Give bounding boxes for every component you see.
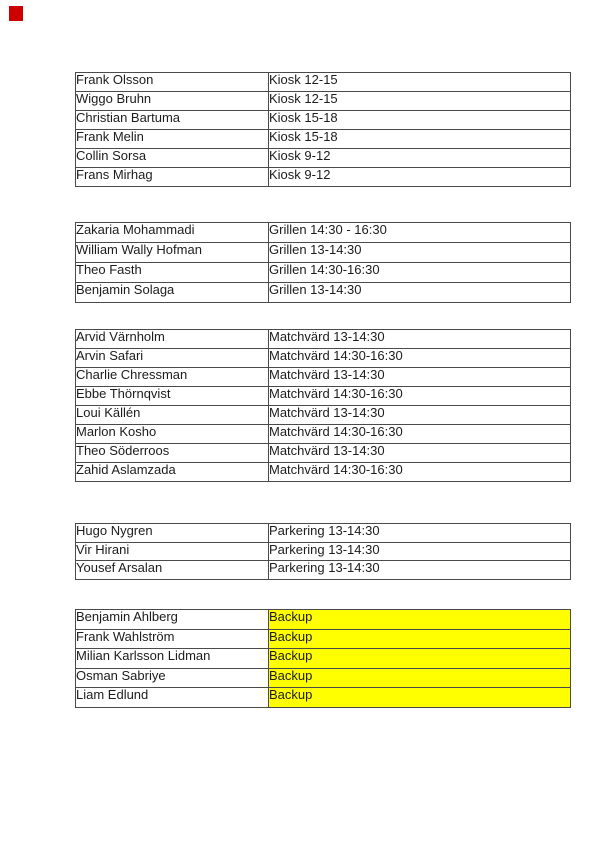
assignment: Matchvärd 13-14:30 (269, 406, 571, 425)
person-name: Yousef Arsalan (76, 561, 269, 580)
assignment: Backup (269, 688, 571, 708)
person-name: Loui Källén (76, 406, 269, 425)
table-row (76, 149, 571, 168)
assignment: Backup (269, 629, 571, 649)
assignment: Backup (269, 649, 571, 669)
table-row (76, 649, 571, 669)
roster-table-matchvard (75, 329, 571, 482)
table-row (76, 524, 571, 543)
assignment: Kiosk 12-15 (269, 73, 571, 92)
assignment: Matchvärd 14:30-16:30 (269, 463, 571, 482)
person-name: Charlie Chressman (76, 368, 269, 387)
table-row (76, 425, 571, 444)
assignment: Matchvärd 13-14:30 (269, 368, 571, 387)
person-name: Arvin Safari (76, 349, 269, 368)
assignment: Parkering 13-14:30 (269, 524, 571, 543)
table-row (76, 668, 571, 688)
person-name: Frank Melin (76, 130, 269, 149)
person-name: Benjamin Ahlberg (76, 610, 269, 630)
table-row (76, 73, 571, 92)
table-row (76, 130, 571, 149)
person-name: Zakaria Mohammadi (76, 223, 269, 243)
assignment: Grillen 14:30-16:30 (269, 263, 571, 283)
roster-table-grillen (75, 222, 571, 303)
table-row (76, 688, 571, 708)
table-row (76, 542, 571, 561)
assignment: Matchvärd 13-14:30 (269, 444, 571, 463)
assignment: Kiosk 15-18 (269, 130, 571, 149)
table-row (76, 406, 571, 425)
person-name: Theo Fasth (76, 263, 269, 283)
table-row (76, 263, 571, 283)
table-row (76, 387, 571, 406)
assignment: Matchvärd 14:30-16:30 (269, 387, 571, 406)
assignment: Grillen 14:30 - 16:30 (269, 223, 571, 243)
person-name: Frans Mirhag (76, 168, 269, 187)
person-name: William Wally Hofman (76, 243, 269, 263)
person-name: Frank Wahlström (76, 629, 269, 649)
assignment: Parkering 13-14:30 (269, 561, 571, 580)
person-name: Wiggo Bruhn (76, 92, 269, 111)
table-row (76, 92, 571, 111)
person-name: Zahid Aslamzada (76, 463, 269, 482)
assignment: Backup (269, 610, 571, 630)
person-name: Collin Sorsa (76, 149, 269, 168)
table-row (76, 283, 571, 303)
assignment: Parkering 13-14:30 (269, 542, 571, 561)
table-row (76, 168, 571, 187)
table-row (76, 349, 571, 368)
person-name: Milian Karlsson Lidman (76, 649, 269, 669)
assignment: Matchvärd 13-14:30 (269, 330, 571, 349)
person-name: Frank Olsson (76, 73, 269, 92)
table-row (76, 223, 571, 243)
roster-table-backup (75, 609, 571, 708)
assignment: Kiosk 9-12 (269, 149, 571, 168)
table-row (76, 243, 571, 263)
person-name: Liam Edlund (76, 688, 269, 708)
roster-table-kiosk (75, 72, 571, 187)
red-marker (9, 6, 23, 21)
person-name: Hugo Nygren (76, 524, 269, 543)
table-row (76, 610, 571, 630)
table-row (76, 111, 571, 130)
person-name: Theo Söderroos (76, 444, 269, 463)
assignment: Backup (269, 668, 571, 688)
person-name: Benjamin Solaga (76, 283, 269, 303)
person-name: Marlon Kosho (76, 425, 269, 444)
person-name: Osman Sabriye (76, 668, 269, 688)
table-row (76, 330, 571, 349)
table-row (76, 629, 571, 649)
person-name: Christian Bartuma (76, 111, 269, 130)
table-row (76, 463, 571, 482)
table-row (76, 561, 571, 580)
person-name: Ebbe Thörnqvist (76, 387, 269, 406)
assignment: Grillen 13-14:30 (269, 283, 571, 303)
assignment: Kiosk 12-15 (269, 92, 571, 111)
table-row (76, 368, 571, 387)
assignment: Matchvärd 14:30-16:30 (269, 349, 571, 368)
assignment: Kiosk 9-12 (269, 168, 571, 187)
person-name: Arvid Värnholm (76, 330, 269, 349)
assignment: Matchvärd 14:30-16:30 (269, 425, 571, 444)
table-row (76, 444, 571, 463)
person-name: Vir Hirani (76, 542, 269, 561)
assignment: Grillen 13-14:30 (269, 243, 571, 263)
roster-table-parkering (75, 523, 571, 580)
assignment: Kiosk 15-18 (269, 111, 571, 130)
